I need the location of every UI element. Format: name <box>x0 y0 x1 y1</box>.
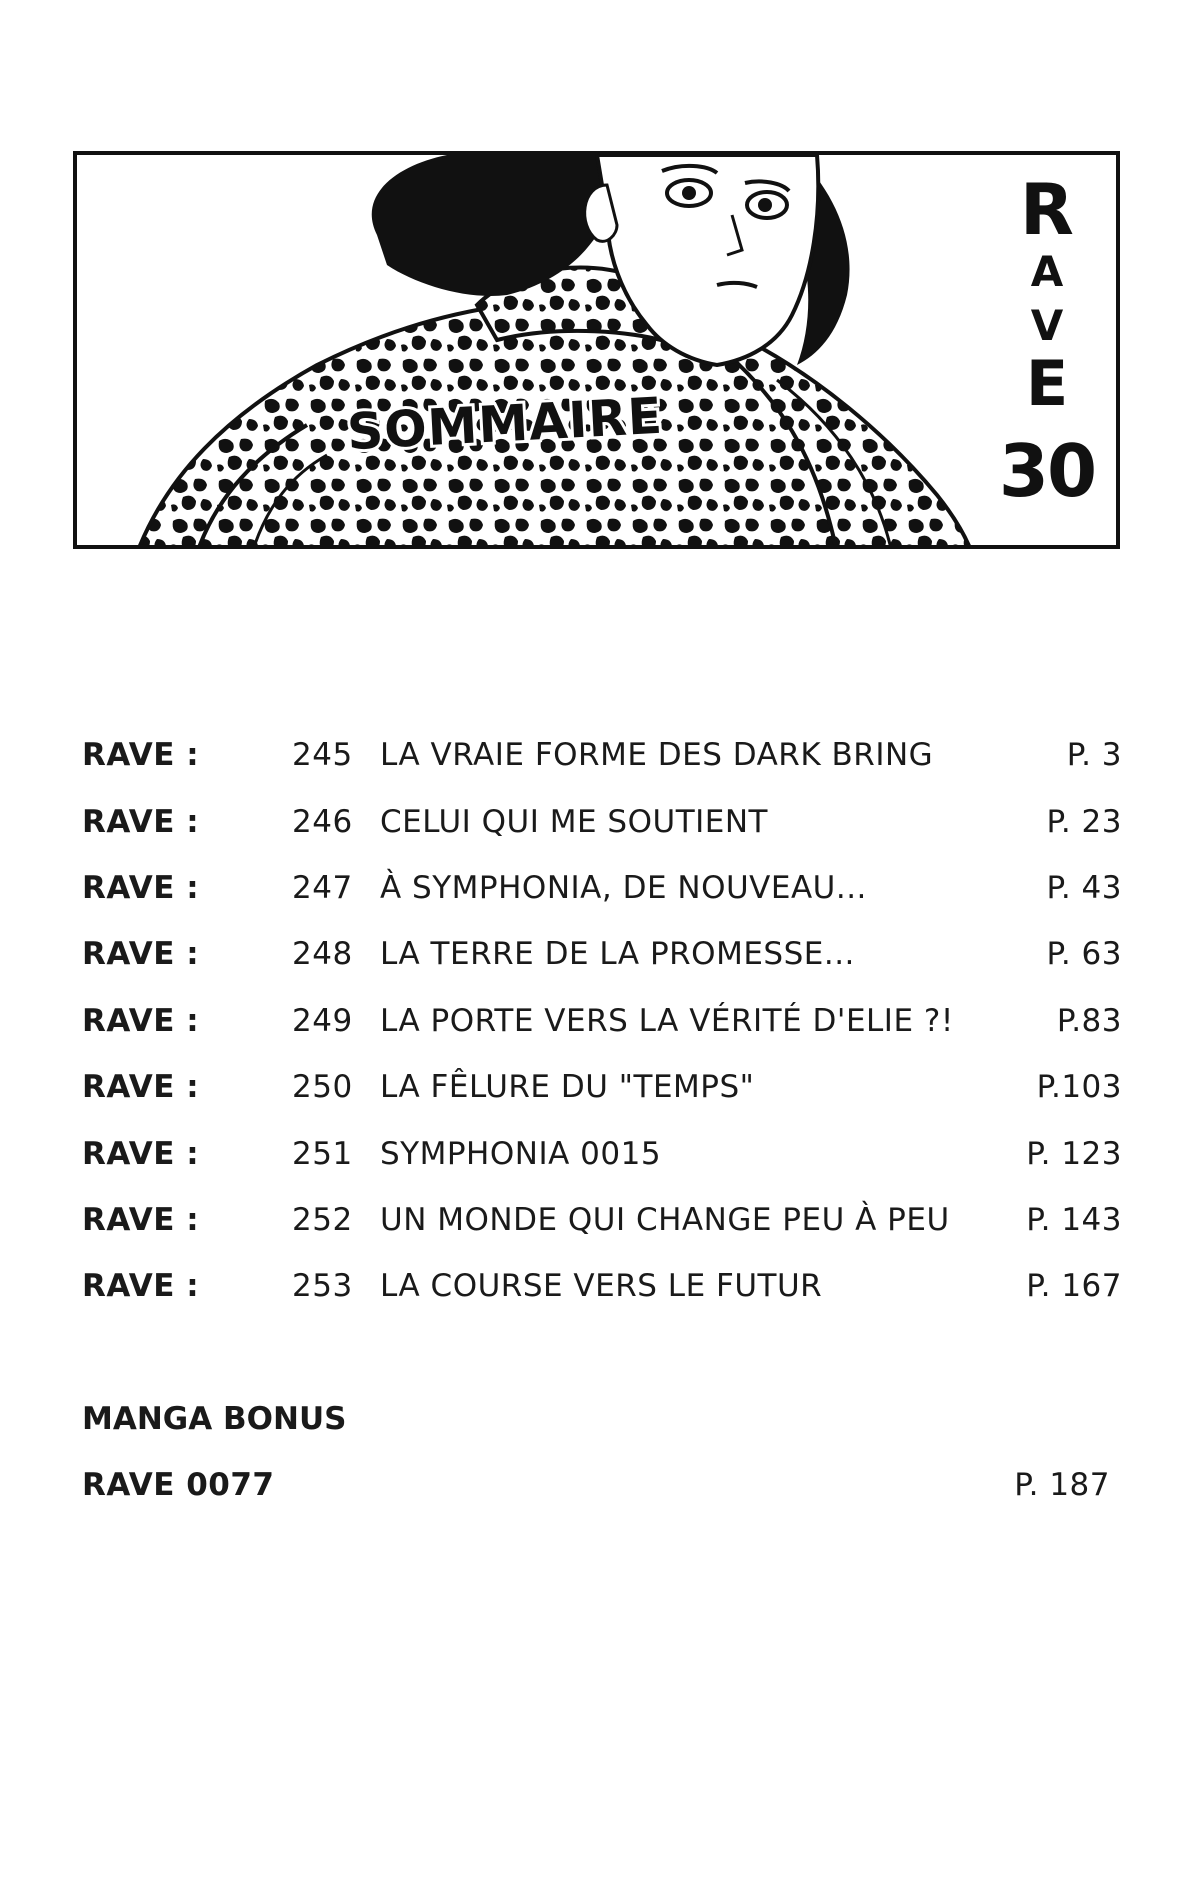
chapter-label: RAVE : <box>82 1002 200 1039</box>
volume-title <box>982 169 1112 513</box>
toc-row <box>82 788 1122 854</box>
toc-row <box>82 1253 1122 1319</box>
bonus-section <box>82 1386 1122 1518</box>
toc-row <box>82 921 1122 987</box>
chapter-title: À SYMPHONIA, DE NOUVEAU... <box>380 869 867 906</box>
series-letter: E <box>1025 347 1069 420</box>
volume-number: 30 <box>998 429 1096 513</box>
series-name <box>1020 169 1074 420</box>
chapter-number: 248 <box>292 936 353 973</box>
chapter-label: RAVE : <box>82 1268 200 1305</box>
chapter-page: P.83 <box>1056 1002 1122 1039</box>
chapter-title: LA PORTE VERS LA VÉRITÉ D'ELIE ?! <box>380 1002 954 1039</box>
chapter-label: RAVE : <box>82 1135 200 1172</box>
toc-row <box>82 1452 1122 1518</box>
toc-row <box>82 1054 1122 1120</box>
toc-row <box>82 722 1122 788</box>
chapter-page: P. 143 <box>1026 1201 1122 1238</box>
chapter-title: UN MONDE QUI CHANGE PEU À PEU <box>380 1201 950 1238</box>
chapter-title: LA COURSE VERS LE FUTUR <box>380 1268 823 1305</box>
chapter-page: P. 167 <box>1026 1268 1122 1305</box>
bonus-heading: MANGA BONUS <box>82 1401 347 1437</box>
chapter-label: RAVE : <box>82 1201 200 1238</box>
chapter-number: 245 <box>292 737 353 774</box>
chapter-label: RAVE : <box>82 803 200 840</box>
bonus-title: RAVE 0077 <box>82 1467 275 1504</box>
chapter-number: 247 <box>292 869 353 906</box>
chapter-number: 246 <box>292 803 353 840</box>
chapter-label: RAVE : <box>82 936 200 973</box>
chapter-page: P. 23 <box>1046 803 1122 840</box>
chapter-page: P.103 <box>1036 1069 1122 1106</box>
toc-row <box>82 988 1122 1054</box>
chapter-label: RAVE : <box>82 1069 200 1106</box>
chapter-page: P. 3 <box>1066 737 1122 774</box>
table-of-contents <box>82 722 1122 1320</box>
chapter-title: LA VRAIE FORME DES DARK BRING <box>380 737 934 774</box>
series-letter: R <box>1020 169 1074 251</box>
chapter-number: 250 <box>292 1069 353 1106</box>
chapter-title: SYMPHONIA 0015 <box>380 1135 662 1172</box>
character-illustration <box>77 155 1120 549</box>
sommaire-banner: SOMMAIRE <box>345 386 665 462</box>
chapter-number: 253 <box>292 1268 353 1305</box>
series-letter: V <box>1030 301 1064 350</box>
series-letter: A <box>1030 247 1064 296</box>
toc-row <box>82 1120 1122 1186</box>
chapter-page: P. 63 <box>1046 936 1122 973</box>
chapter-page: P. 123 <box>1026 1135 1122 1172</box>
chapter-label: RAVE : <box>82 737 200 774</box>
chapter-label: RAVE : <box>82 869 200 906</box>
chapter-number: 251 <box>292 1135 353 1172</box>
chapter-title: LA TERRE DE LA PROMESSE... <box>380 936 855 973</box>
chapter-number: 249 <box>292 1002 353 1039</box>
toc-row <box>82 855 1122 921</box>
chapter-number: 252 <box>292 1201 353 1238</box>
bonus-page: P. 187 <box>1014 1467 1110 1504</box>
chapter-page: P. 43 <box>1046 869 1122 906</box>
header-panel <box>73 151 1120 549</box>
chapter-title: CELUI QUI ME SOUTIENT <box>380 803 768 840</box>
chapter-title: LA FÊLURE DU "TEMPS" <box>380 1069 755 1106</box>
toc-row <box>82 1187 1122 1253</box>
